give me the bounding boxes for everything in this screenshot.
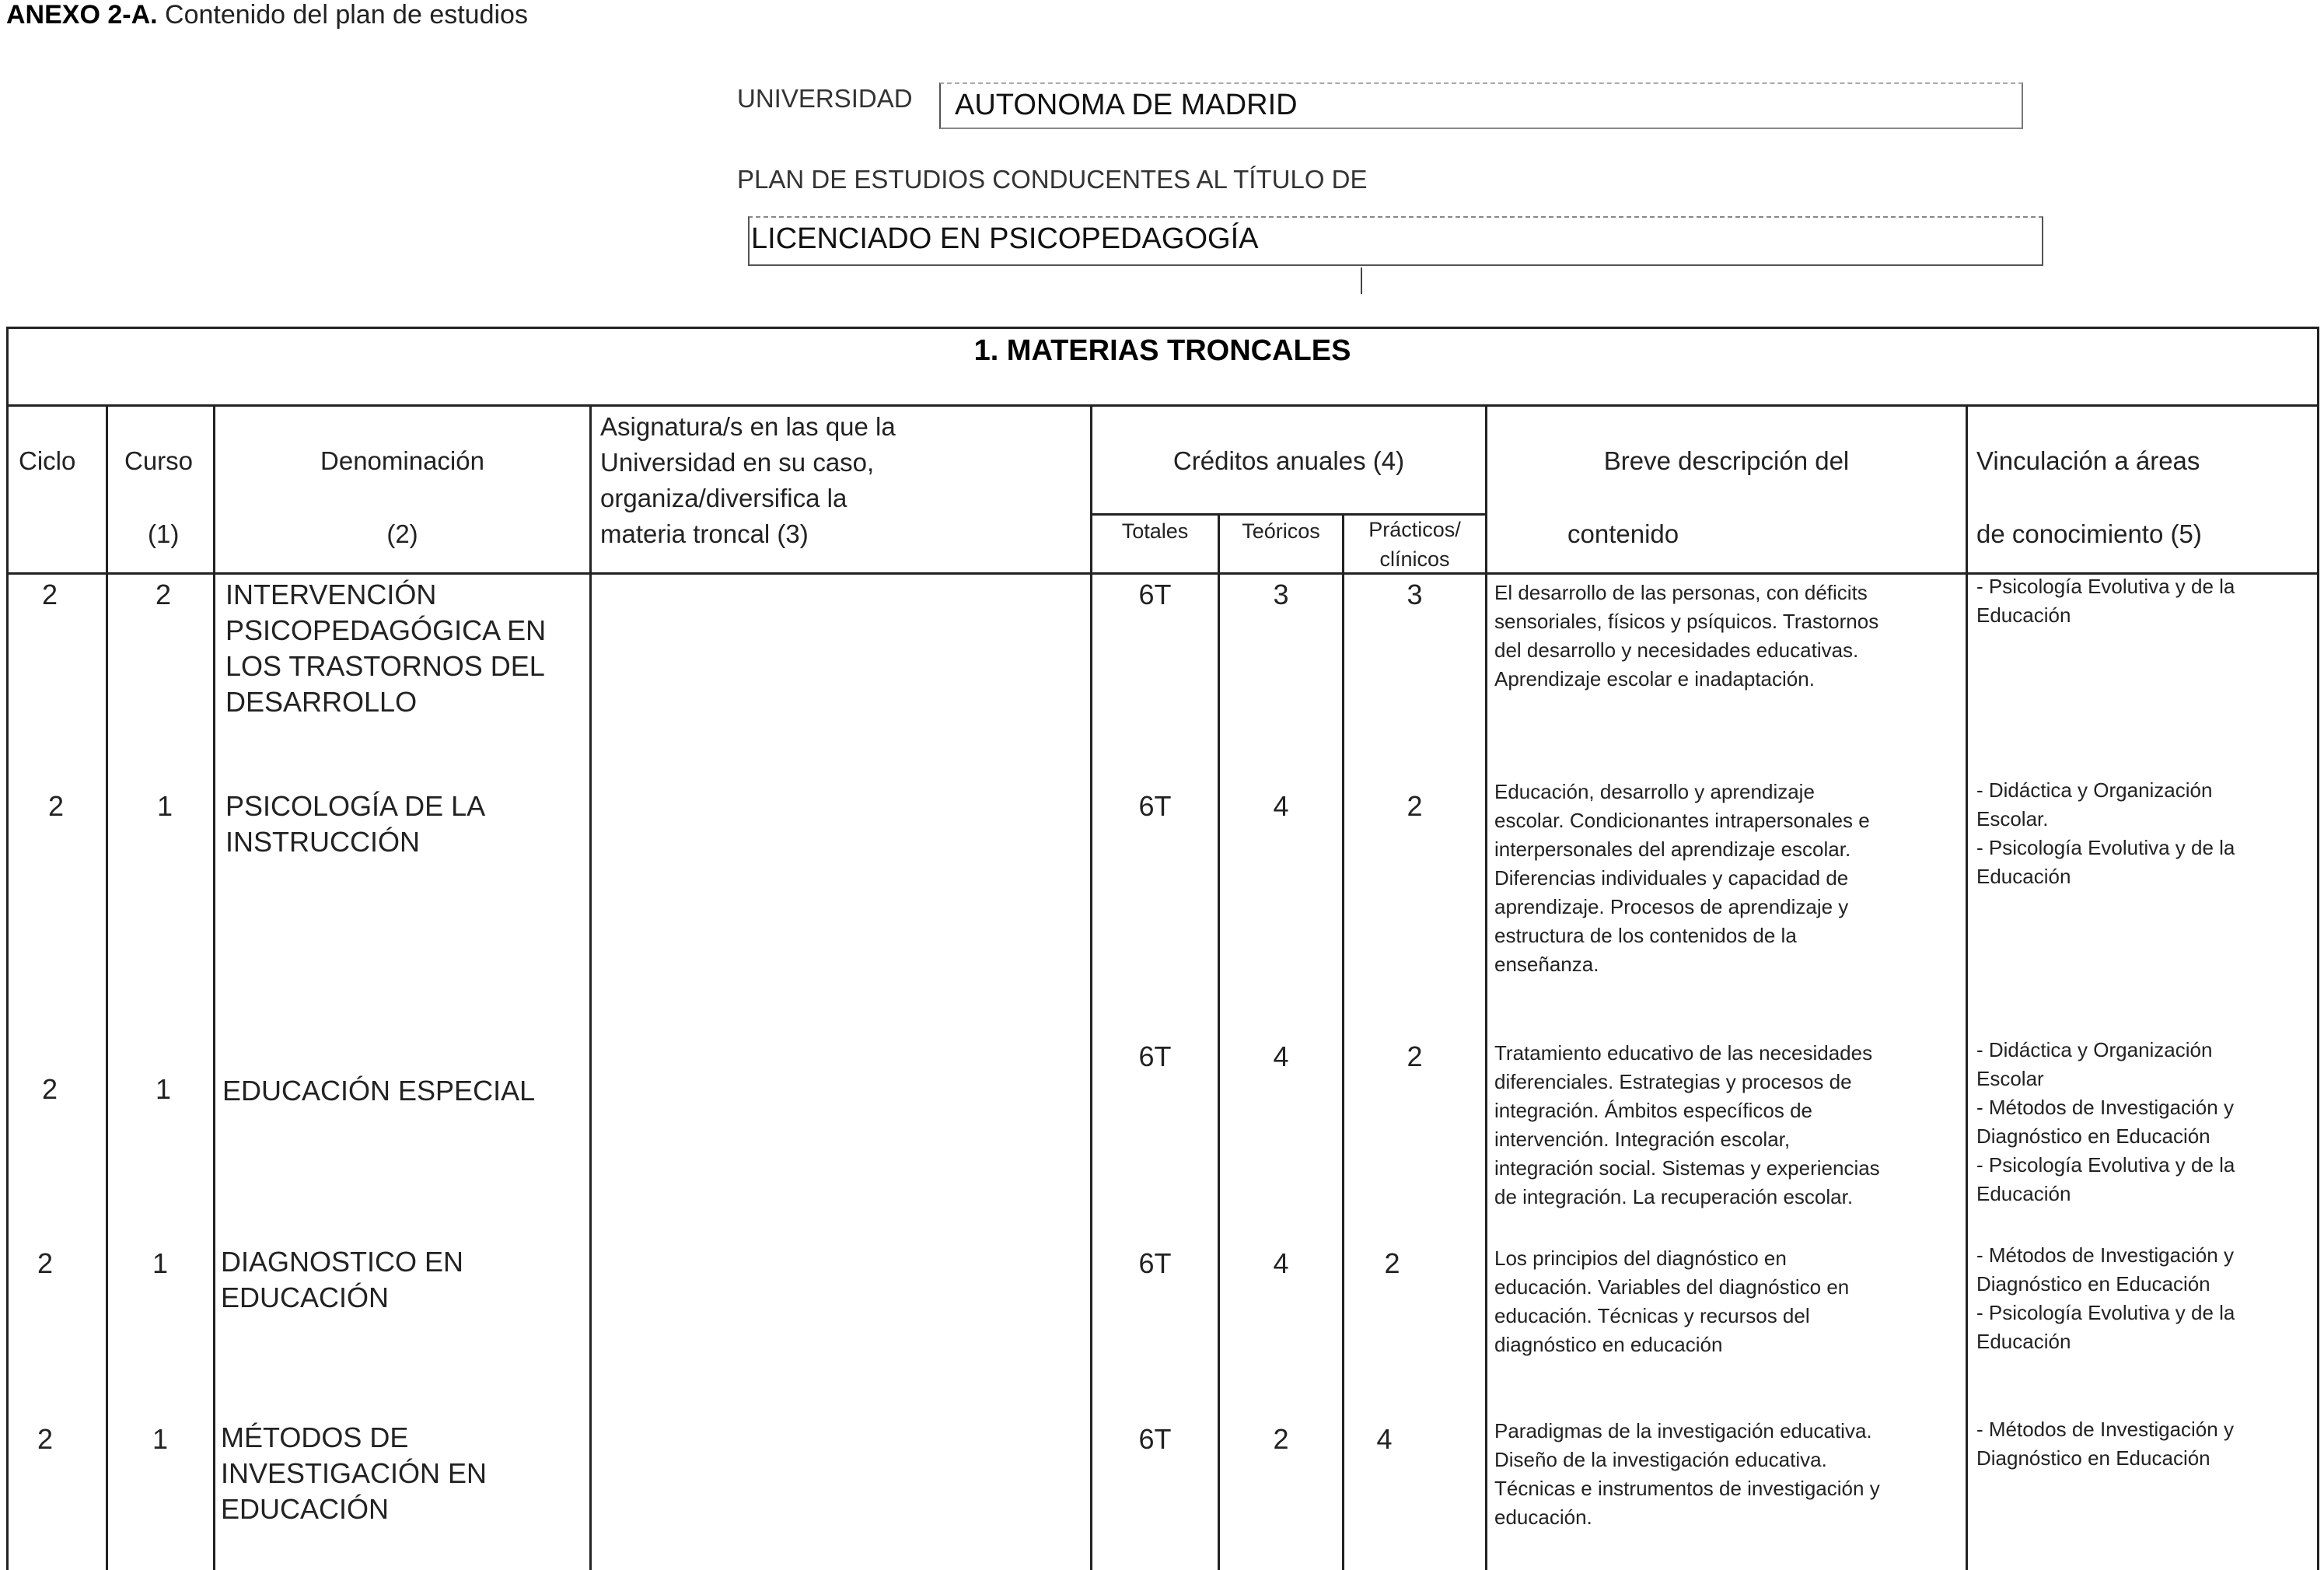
col-divider-denominacion [589, 404, 592, 1570]
row2-area-line: - Didáctica y Organización [1976, 778, 2213, 802]
row5-ciclo: 2 [37, 1423, 54, 1455]
row4-descripcion-line: educación. Variables del diagnóstico en [1494, 1275, 1850, 1299]
row3-descripcion-line: de integración. La recuperación escolar. [1494, 1185, 1854, 1208]
row2-denominacion-line: PSICOLOGÍA DE LA [225, 790, 486, 822]
row1-denominacion-line: DESARROLLO [225, 686, 418, 718]
university-value: AUTONOMA DE MADRID [955, 89, 1298, 121]
section-title: 1. MATERIAS TRONCALES [973, 334, 1351, 367]
row5-area-line: - Métodos de Investigación y [1976, 1418, 2234, 1441]
row2-descripcion-line: aprendizaje. Procesos de aprendizaje y [1494, 895, 1849, 918]
header-totales: Totales [1121, 519, 1189, 543]
header-practicos-2: clínicos [1379, 547, 1450, 571]
row4-area-line: - Métodos de Investigación y [1976, 1243, 2234, 1267]
row1-practicos: 3 [1407, 579, 1423, 610]
row3-denominacion [222, 1073, 586, 1109]
table-right-border [2317, 327, 2319, 1570]
row2-denominacion-line: INSTRUCCIÓN [225, 826, 420, 858]
row2-descripcion-line: Diferencias individuales y capacidad de [1494, 866, 1849, 890]
row4-curso: 1 [152, 1247, 169, 1279]
row1-teoricos: 3 [1273, 579, 1289, 610]
header-vinculacion-1: Vinculación a áreas [1976, 446, 2200, 475]
row3-area-line: - Psicología Evolutiva y de la [1976, 1153, 2235, 1177]
header-asignatura-4: materia troncal (3) [600, 519, 809, 548]
row4-area-line: Diagnóstico en Educación [1976, 1272, 2210, 1296]
row3-area-line: - Didáctica y Organización [1976, 1038, 2213, 1061]
row2-teoricos: 4 [1273, 790, 1289, 822]
row5-denominacion [221, 1420, 586, 1527]
row1-descripcion [1494, 579, 1961, 694]
header-curso-note: (1) [148, 519, 180, 548]
row5-area-line: Diagnóstico en Educación [1976, 1446, 2210, 1470]
row1-ciclo: 2 [42, 579, 58, 610]
row1-denominacion-line: LOS TRASTORNOS DEL [225, 650, 545, 682]
annex-heading [6, 0, 528, 30]
header-creditos: Créditos anuales (4) [1172, 446, 1405, 475]
row3-denominacion-line: EDUCACIÓN ESPECIAL [222, 1075, 536, 1107]
header-denominacion-note: (2) [386, 519, 418, 548]
row2-ciclo: 2 [48, 790, 65, 822]
row3-descripcion [1494, 1039, 1961, 1212]
row4-areas [1976, 1241, 2315, 1356]
row5-totales: 6T [1138, 1423, 1172, 1455]
row1-curso: 2 [156, 579, 172, 610]
row3-teoricos: 4 [1273, 1040, 1289, 1072]
row5-areas [1976, 1415, 2315, 1473]
annex-text: Contenido del plan de estudios [165, 0, 528, 30]
header-asignatura-2: Universidad en su caso, [600, 448, 875, 477]
header-bottom-divider [6, 572, 2319, 575]
header-descripcion-2: contenido [1567, 519, 1679, 548]
row2-practicos: 2 [1407, 790, 1423, 822]
header-practicos-1: Prácticos/ [1368, 518, 1461, 541]
row5-descripcion [1494, 1417, 1961, 1532]
row3-totales: 6T [1138, 1040, 1172, 1072]
row5-descripcion-line: Técnicas e instrumentos de investigación y [1494, 1477, 1880, 1500]
table-top-border [6, 327, 2319, 329]
row5-curso: 1 [152, 1423, 169, 1455]
row1-denominacion-line: PSICOPEDAGÓGICA EN [225, 614, 547, 646]
header-asignatura-1: Asignatura/s en las que la [600, 412, 896, 441]
row1-descripcion-line: sensoriales, físicos y psíquicos. Trastornos [1494, 610, 1879, 633]
row3-descripcion-line: integración social. Sistemas y experiencias [1494, 1156, 1880, 1180]
row2-areas [1976, 776, 2315, 891]
row1-denominacion [225, 577, 583, 720]
row1-descripcion-line: del desarrollo y necesidades educativas. [1494, 638, 1859, 662]
row1-area-line: Educación [1976, 603, 2071, 627]
row1-area-line: - Psicología Evolutiva y de la [1976, 575, 2235, 598]
row3-curso: 1 [156, 1073, 172, 1105]
col-divider-ciclo [106, 404, 108, 1570]
row2-descripcion-line: estructura de los contenidos de la [1494, 924, 1797, 947]
row2-descripcion-line: escolar. Condicionantes intrapersonales e [1494, 809, 1870, 832]
row2-descripcion [1494, 778, 1961, 979]
col-divider-curso [213, 404, 215, 1570]
row2-curso: 1 [157, 790, 173, 822]
row3-descripcion-line: diferenciales. Estrategias y procesos de [1494, 1070, 1852, 1093]
row4-descripcion [1494, 1244, 1961, 1359]
row2-descripcion-line: interpersonales del aprendizaje escolar. [1494, 837, 1851, 861]
plan-value: LICENCIADO EN PSICOPEDAGOGÍA [751, 222, 1259, 255]
row1-totales: 6T [1138, 579, 1172, 610]
row5-teoricos: 2 [1273, 1423, 1289, 1455]
table-left-border [6, 327, 9, 1570]
row3-area-line: Educación [1976, 1182, 2071, 1205]
credits-sub-divider [1090, 513, 1485, 516]
row3-areas [1976, 1036, 2315, 1208]
row5-practicos: 4 [1376, 1423, 1393, 1455]
header-asignatura-3: organiza/diversifica la [600, 484, 847, 512]
row2-totales: 6T [1138, 790, 1172, 822]
col-divider-creditos [1485, 404, 1487, 1570]
row5-descripcion-line: educación. [1494, 1505, 1592, 1529]
row2-area-line: Educación [1976, 865, 2071, 888]
row3-descripcion-line: integración. Ámbitos específicos de [1494, 1099, 1812, 1122]
row4-descripcion-line: educación. Técnicas y recursos del [1494, 1304, 1810, 1327]
header-curso: Curso [124, 446, 194, 475]
row2-area-line: Escolar. [1976, 807, 2049, 830]
row4-area-line: Educación [1976, 1330, 2071, 1353]
row4-descripcion-line: diagnóstico en educación [1494, 1333, 1723, 1356]
row3-area-line: Diagnóstico en Educación [1976, 1124, 2210, 1148]
title-divider [6, 404, 2319, 407]
row4-totales: 6T [1138, 1247, 1172, 1279]
divider-tick [1361, 267, 1362, 294]
row5-descripcion-line: Paradigmas de la investigación educativa. [1494, 1419, 1872, 1442]
row1-denominacion-line: INTERVENCIÓN [225, 579, 437, 610]
row4-area-line: - Psicología Evolutiva y de la [1976, 1301, 2235, 1324]
annex-label: ANEXO 2-A. [6, 0, 158, 30]
row5-denominacion-line: INVESTIGACIÓN EN [221, 1457, 488, 1489]
row2-descripcion-line: enseñanza. [1494, 953, 1599, 976]
row2-denominacion [225, 788, 583, 860]
row5-descripcion-line: Diseño de la investigación educativa. [1494, 1448, 1827, 1471]
row5-denominacion-line: EDUCACIÓN [221, 1493, 390, 1525]
row3-ciclo: 2 [42, 1073, 58, 1105]
row4-ciclo: 2 [37, 1247, 54, 1279]
row3-practicos: 2 [1407, 1040, 1423, 1072]
row4-denominacion-line: EDUCACIÓN [221, 1282, 390, 1313]
header-vinculacion-2: de conocimiento (5) [1976, 519, 2202, 548]
col-divider-descripcion [1966, 404, 1968, 1570]
row1-areas [1976, 572, 2315, 630]
row3-area-line: - Métodos de Investigación y [1976, 1096, 2234, 1119]
row3-descripcion-line: Tratamiento educativo de las necesidades [1494, 1041, 1873, 1065]
row4-denominacion-line: DIAGNOSTICO EN [221, 1246, 464, 1278]
row1-descripcion-line: El desarrollo de las personas, con déficits [1494, 581, 1868, 604]
row2-area-line: - Psicología Evolutiva y de la [1976, 836, 2235, 859]
row1-descripcion-line: Aprendizaje escolar e inadaptación. [1494, 667, 1815, 691]
row4-denominacion [221, 1244, 586, 1316]
row4-practicos: 2 [1384, 1247, 1400, 1279]
row2-descripcion-line: Educación, desarrollo y aprendizaje [1494, 780, 1815, 803]
row5-denominacion-line: MÉTODOS DE [221, 1421, 409, 1453]
header-ciclo: Ciclo [19, 446, 76, 475]
university-label: UNIVERSIDAD [737, 84, 913, 113]
row3-descripcion-line: intervención. Integración escolar, [1494, 1128, 1791, 1151]
row4-teoricos: 4 [1273, 1247, 1289, 1279]
header-teoricos: Teóricos [1242, 519, 1320, 543]
row3-area-line: Escolar [1976, 1067, 2044, 1090]
header-denominacion: Denominación [320, 446, 484, 475]
plan-label: PLAN DE ESTUDIOS CONDUCENTES AL TÍTULO DE [737, 165, 1368, 194]
header-descripcion-1: Breve descripción del [1603, 446, 1850, 475]
row4-descripcion-line: Los principios del diagnóstico en [1494, 1247, 1787, 1270]
